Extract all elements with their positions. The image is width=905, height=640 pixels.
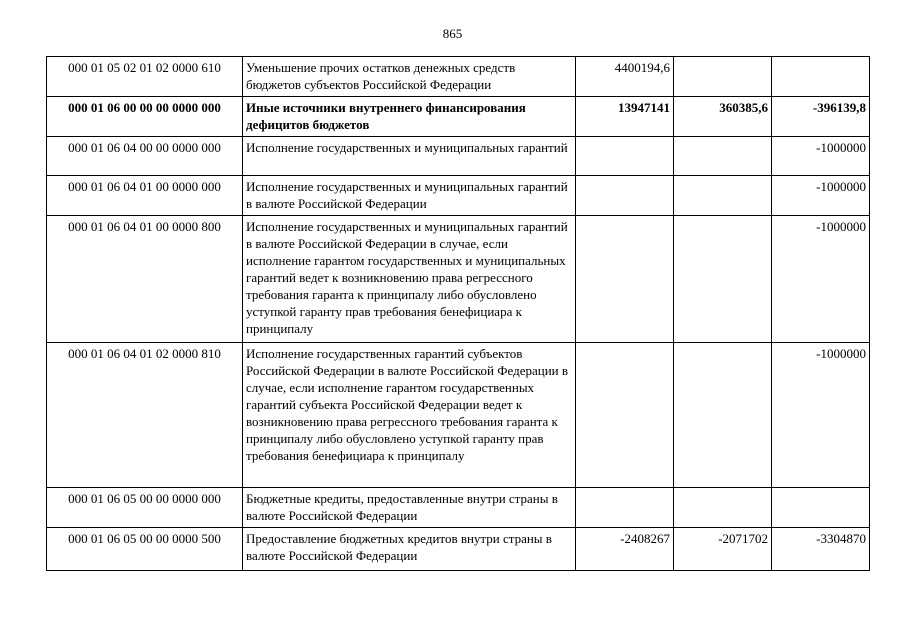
budget-code-cell: 000 01 06 04 00 00 0000 000 bbox=[47, 137, 243, 176]
amount-year3-cell: -3304870 bbox=[772, 528, 870, 571]
amount-year2-cell bbox=[674, 488, 772, 528]
page-number: 865 bbox=[442, 26, 463, 41]
item-name-cell: Бюджетные кредиты, предоставленные внутри страны в валюте Российской Федерации bbox=[243, 488, 576, 528]
table-row bbox=[47, 57, 870, 97]
item-name-cell: Исполнение государственных и муниципальных гарантий bbox=[243, 137, 576, 176]
budget-code-cell: 000 01 06 05 00 00 0000 500 bbox=[47, 528, 243, 571]
budget-code-cell: 000 01 06 04 01 02 0000 810 bbox=[47, 343, 243, 488]
amount-year2-cell bbox=[674, 57, 772, 97]
amount-year3-cell bbox=[772, 488, 870, 528]
amount-year1-cell: 4400194,6 bbox=[576, 57, 674, 97]
budget-code-cell: 000 01 06 00 00 00 0000 000 bbox=[47, 97, 243, 137]
table-row bbox=[47, 488, 870, 528]
item-name-cell: Исполнение государственных и муниципальных гарантий в валюте Российской Федерации bbox=[243, 176, 576, 216]
item-name-cell: Исполнение государственных гарантий субъектов Российской Федерации в валюте Российской Федерации в случае, если исполнение гарантом государственных гарантий субъекта Российской Федерации ведет к возникновению права регрессного требования гаранта к принципалу либо обусловлено уступкой гаранту прав требования бенефициара к принципалу bbox=[243, 343, 576, 488]
item-name-cell: Иные источники внутреннего финансирования дефицитов бюджетов bbox=[243, 97, 576, 137]
table-row bbox=[47, 137, 870, 176]
budget-sources-table bbox=[46, 56, 870, 571]
table-row bbox=[47, 343, 870, 488]
amount-year1-cell bbox=[576, 176, 674, 216]
budget-code-cell: 000 01 06 04 01 00 0000 000 bbox=[47, 176, 243, 216]
amount-year3-cell: -1000000 bbox=[772, 343, 870, 488]
budget-code-cell: 000 01 06 04 01 00 0000 800 bbox=[47, 216, 243, 343]
budget-code-cell: 000 01 05 02 01 02 0000 610 bbox=[47, 57, 243, 97]
table-row bbox=[47, 528, 870, 571]
amount-year2-cell bbox=[674, 137, 772, 176]
item-name-cell: Уменьшение прочих остатков денежных средств бюджетов субъектов Российской Федерации bbox=[243, 57, 576, 97]
amount-year3-cell: -1000000 bbox=[772, 176, 870, 216]
amount-year3-cell: -1000000 bbox=[772, 216, 870, 343]
item-name-cell: Предоставление бюджетных кредитов внутри страны в валюте Российской Федерации bbox=[243, 528, 576, 571]
table-row bbox=[47, 216, 870, 343]
amount-year1-cell bbox=[576, 216, 674, 343]
amount-year1-cell bbox=[576, 488, 674, 528]
amount-year1-cell bbox=[576, 137, 674, 176]
amount-year2-cell bbox=[674, 343, 772, 488]
amount-year3-cell: -396139,8 bbox=[772, 97, 870, 137]
amount-year2-cell: -2071702 bbox=[674, 528, 772, 571]
budget-code-cell: 000 01 06 05 00 00 0000 000 bbox=[47, 488, 243, 528]
table-row bbox=[47, 97, 870, 137]
amount-year1-cell bbox=[576, 343, 674, 488]
amount-year1-cell: 13947141 bbox=[576, 97, 674, 137]
amount-year2-cell bbox=[674, 176, 772, 216]
amount-year2-cell bbox=[674, 216, 772, 343]
amount-year2-cell: 360385,6 bbox=[674, 97, 772, 137]
item-name-cell: Исполнение государственных и муниципальных гарантий в валюте Российской Федерации в случае, если исполнение гарантом государственных и муниципальных гарантий ведет к возникновению права регрессного требования гаранта к принципалу либо обусловлено уступкой гаранту прав требования бенефициара к принципалу bbox=[243, 216, 576, 343]
amount-year3-cell bbox=[772, 57, 870, 97]
amount-year3-cell: -1000000 bbox=[772, 137, 870, 176]
amount-year1-cell: -2408267 bbox=[576, 528, 674, 571]
table-row bbox=[47, 176, 870, 216]
